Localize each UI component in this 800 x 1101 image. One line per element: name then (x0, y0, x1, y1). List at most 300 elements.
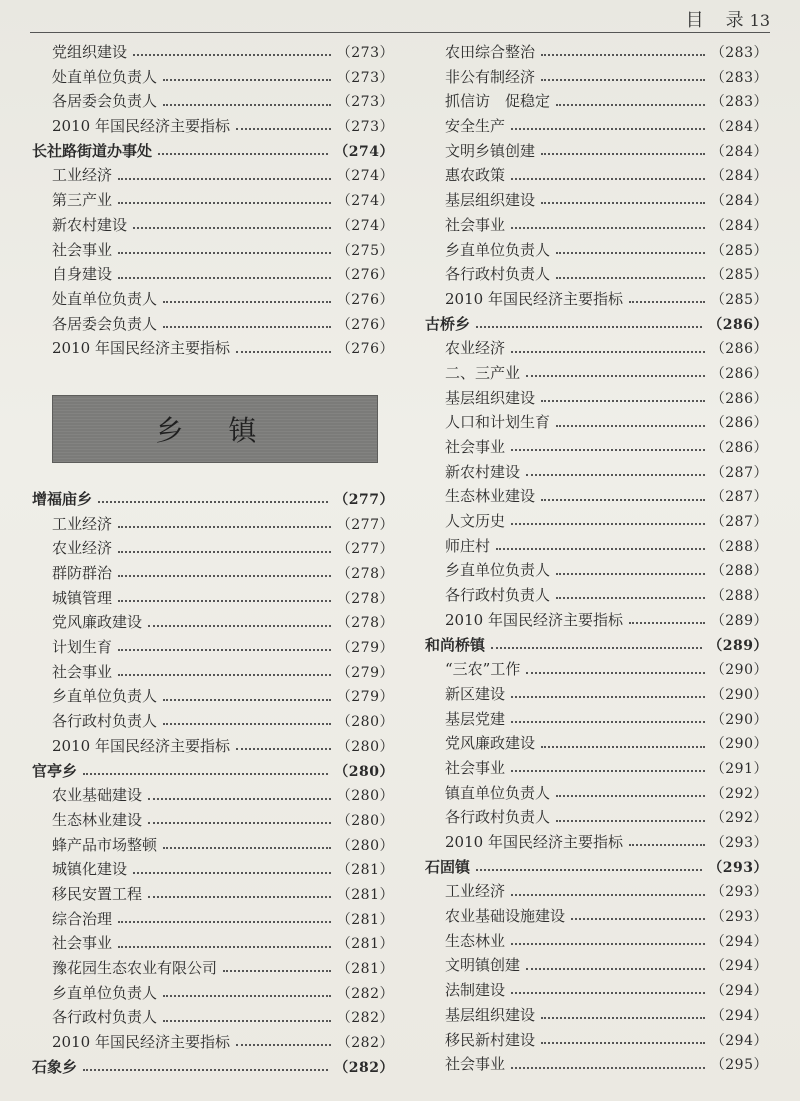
toc-entry-page: （276） (336, 291, 394, 308)
header-page-number: 13 (749, 11, 770, 30)
toc-entry (32, 586, 394, 611)
dot-leader (629, 844, 705, 846)
toc-entry-page: （290） (710, 686, 768, 703)
dot-leader (491, 647, 702, 649)
dot-leader (541, 202, 705, 204)
toc-column-left (32, 40, 394, 1079)
toc-entry-title: 新区建设 (445, 684, 506, 703)
dot-leader (511, 351, 705, 353)
toc-entry-page: （273） (336, 45, 394, 61)
dot-leader (541, 54, 705, 56)
toc-entry (425, 953, 768, 978)
toc-entry-page: （287） (710, 514, 768, 531)
toc-entry-title: 二、三产业 (445, 363, 521, 382)
toc-entry (425, 40, 768, 65)
dot-leader (556, 597, 705, 599)
toc-entry (32, 188, 394, 213)
dot-leader (118, 674, 331, 676)
toc-entry-page: （294） (710, 958, 768, 975)
toc-heading-entry (425, 312, 768, 337)
toc-entry-page: （273） (336, 94, 394, 111)
toc-entry (425, 1052, 768, 1077)
toc-entry (32, 610, 394, 635)
toc-entry-title: 官亭乡 (32, 761, 78, 780)
toc-entry-page: （279） (336, 689, 394, 706)
toc-entry-title: 工业经济 (52, 514, 113, 533)
toc-entry-title: 石象乡 (32, 1057, 78, 1076)
toc-entry-title: 惠农政策 (445, 166, 506, 185)
header-rule (30, 32, 770, 33)
dot-leader (511, 894, 705, 896)
toc-entry (425, 361, 768, 386)
toc-entry-title: 移民安置工程 (52, 884, 143, 903)
toc-entry-title: 新农村建设 (52, 215, 128, 234)
toc-entry-title: 社会事业 (445, 1055, 506, 1074)
dot-leader (541, 499, 705, 501)
toc-entry-title: 农业经济 (52, 539, 113, 558)
toc-entry-title: 社会事业 (445, 758, 506, 777)
toc-entry-title: 计划生育 (52, 638, 113, 657)
toc-entry-title: 豫花园生态农业有限公司 (52, 959, 218, 977)
toc-entry-title: 镇直单位负责人 (445, 783, 551, 802)
header-label: 目 录 (685, 10, 746, 31)
toc-entry (32, 635, 394, 660)
dot-leader (236, 351, 331, 353)
dot-leader (556, 104, 705, 106)
toc-entry-title: 师庄村 (445, 536, 491, 555)
toc-entry (32, 931, 394, 956)
toc-entry-title: 各行政村负责人 (52, 1008, 158, 1027)
toc-entry (32, 907, 394, 932)
dot-leader (148, 896, 331, 898)
toc-entry-title: 生态林业建设 (52, 810, 143, 829)
toc-entry-title: 各行政村负责人 (445, 265, 551, 284)
toc-entry-page: （286） (710, 415, 768, 432)
toc-entry-page: （288） (710, 563, 768, 580)
dot-leader (236, 1044, 331, 1046)
toc-entry-page: （280） (336, 788, 394, 805)
toc-entry (425, 287, 768, 312)
toc-entry (425, 262, 768, 287)
toc-entry-title: 2010 年国民经济主要指标 (52, 1033, 230, 1052)
toc-entry-page: （280） (336, 837, 394, 854)
toc-entry-page: （293） (710, 884, 768, 901)
toc-entry-page: （287） (710, 464, 768, 481)
dot-leader (556, 820, 705, 822)
dot-leader (629, 622, 705, 624)
toc-entry-page: （291） (710, 760, 768, 777)
toc-entry-title: 生态林业建设 (445, 487, 536, 506)
dot-leader (148, 798, 331, 800)
dot-leader (163, 79, 331, 81)
toc-entry (425, 830, 768, 855)
toc-entry-title: 党风廉政建设 (52, 613, 143, 632)
dot-leader (511, 227, 705, 229)
dot-leader (163, 699, 331, 701)
dot-leader (83, 773, 328, 775)
dot-leader (118, 575, 331, 577)
toc-entry-title: 乡直单位负责人 (445, 561, 551, 580)
toc-entry-page: （285） (710, 242, 768, 259)
toc-entry (425, 484, 768, 509)
toc-entry-title: 各行政村负责人 (445, 586, 551, 605)
toc-entry-page: （281） (336, 961, 394, 977)
dot-leader (526, 672, 704, 674)
dot-leader (163, 1020, 331, 1022)
toc-entry-title: 2010 年国民经济主要指标 (52, 736, 230, 755)
toc-entry-page: （294） (710, 983, 768, 1000)
dot-leader (541, 746, 705, 748)
toc-entry (425, 509, 768, 534)
dot-leader (556, 252, 705, 254)
toc-heading-entry (32, 487, 394, 512)
dot-leader (163, 104, 331, 106)
toc-entry-page: （293） (710, 835, 768, 851)
toc-entry (32, 1005, 394, 1030)
toc-entry-page: （276） (336, 267, 394, 284)
toc-entry-title: “三农”工作 (445, 660, 521, 679)
toc-entry-page: （288） (710, 538, 768, 555)
toc-entry (425, 114, 768, 139)
toc-entry-title: 增福庙乡 (32, 489, 93, 508)
dot-leader (541, 1017, 705, 1019)
toc-entry (425, 89, 768, 114)
toc-entry-page: （289） (710, 612, 768, 629)
toc-entry (32, 882, 394, 907)
toc-entry (32, 808, 394, 833)
dot-leader (511, 696, 705, 698)
toc-entry (425, 707, 768, 732)
toc-entry-title: 2010 年国民经济主要指标 (52, 117, 230, 136)
dot-leader (511, 721, 705, 723)
dot-leader (118, 526, 331, 528)
toc-entry-page: （277） (336, 516, 394, 533)
section-title: 乡 镇 (155, 413, 275, 447)
toc-entry-title: 蜂产品市场整顿 (52, 835, 158, 854)
dot-leader (511, 523, 705, 525)
toc-entry-page: （282） (336, 1035, 394, 1052)
toc-entry (32, 857, 394, 882)
toc-entry-page: （295） (710, 1057, 768, 1074)
toc-entry (425, 657, 768, 682)
toc-entry-title: 党组织建设 (52, 43, 128, 61)
dot-leader (148, 822, 331, 824)
toc-entry-title: 群防群治 (52, 564, 113, 582)
dot-leader (511, 128, 705, 130)
toc-entry (425, 583, 768, 608)
toc-entry (425, 1003, 768, 1028)
toc-entry-title: 2010 年国民经济主要指标 (445, 610, 623, 629)
toc-entry-page: （281） (336, 862, 394, 879)
toc-entry-page: （286） (710, 341, 768, 358)
toc-entry (32, 238, 394, 263)
toc-entry-title: 人口和计划生育 (445, 413, 551, 432)
dot-leader (163, 301, 331, 303)
dot-leader (223, 970, 331, 972)
dot-leader (556, 425, 705, 427)
toc-heading-entry (425, 855, 768, 880)
toc-entry-page: （292） (710, 785, 768, 802)
toc-entry (32, 287, 394, 312)
toc-entry-page: （276） (336, 341, 394, 358)
toc-entry-page: （282） (334, 1059, 394, 1076)
dot-leader (511, 992, 705, 994)
toc-entry-page: （290） (710, 736, 768, 753)
toc-entry (425, 410, 768, 435)
toc-entry-page: （277） (336, 541, 394, 558)
toc-entry-title: 移民新村建设 (445, 1030, 536, 1049)
toc-entry-page: （294） (710, 1032, 768, 1049)
toc-entry-page: （293） (708, 859, 768, 876)
toc-entry (32, 40, 394, 65)
toc-entry-page: （286） (710, 390, 768, 407)
toc-entry-title: 基层组织建设 (445, 191, 536, 210)
toc-entry (425, 213, 768, 238)
toc-entry-page: （283） (710, 94, 768, 111)
toc-entry-page: （282） (336, 985, 394, 1002)
toc-entry-title: 2010 年国民经济主要指标 (445, 289, 623, 308)
toc-entry-title: 安全生产 (445, 117, 506, 136)
toc-entry-page: （284） (710, 119, 768, 136)
toc-entry (425, 139, 768, 164)
toc-entry-page: （274） (336, 168, 394, 185)
toc-entry-title: 人文历史 (445, 512, 506, 531)
toc-entry (425, 163, 768, 188)
toc-entry-title: 农业基础建设 (52, 786, 143, 805)
toc-entry-title: 社会事业 (52, 662, 113, 681)
dot-leader (98, 501, 328, 503)
toc-entry-page: （280） (336, 812, 394, 829)
toc-entry-title: 党风廉政建设 (445, 734, 536, 753)
toc-entry-page: （294） (710, 1007, 768, 1024)
toc-entry-page: （287） (710, 489, 768, 506)
toc-entry (32, 561, 394, 586)
dot-leader (163, 995, 331, 997)
toc-entry-title: 第三产业 (52, 191, 113, 210)
toc-entry (32, 1030, 394, 1055)
toc-entry-title: 城镇化建设 (52, 860, 128, 879)
dot-leader (118, 600, 331, 602)
toc-entry (425, 1028, 768, 1053)
toc-entry-page: （278） (336, 566, 394, 582)
toc-entry-page: （288） (710, 588, 768, 605)
toc-entry-page: （289） (708, 637, 768, 654)
toc-entry (425, 336, 768, 361)
dot-leader (148, 625, 331, 627)
toc-entry (425, 558, 768, 583)
dot-leader (511, 1067, 705, 1069)
toc-entry-title: 工业经济 (52, 166, 113, 185)
toc-entry-title: 社会事业 (52, 240, 113, 259)
toc-entry (32, 956, 394, 981)
toc-entry (32, 89, 394, 114)
toc-entry-page: （274） (336, 193, 394, 210)
toc-entry-title: 各居委会负责人 (52, 314, 158, 333)
toc-entry-page: （284） (710, 143, 768, 160)
toc-entry-page: （282） (336, 1010, 394, 1027)
toc-entry-page: （273） (336, 69, 394, 86)
toc-entry (32, 65, 394, 90)
toc-entry-page: （280） (336, 738, 394, 755)
toc-entry-page: （283） (710, 69, 768, 86)
toc-entry-title: 2010 年国民经济主要指标 (445, 833, 623, 851)
toc-entry (32, 709, 394, 734)
toc-entry (425, 65, 768, 90)
toc-entry-title: 各居委会负责人 (52, 92, 158, 111)
toc-entry-page: （284） (710, 217, 768, 234)
toc-entry-title: 农业基础设施建设 (445, 907, 566, 926)
toc-entry-title: 农田综合整治 (445, 43, 536, 61)
toc-entry-page: （293） (710, 909, 768, 926)
toc-list-left-bottom (32, 487, 394, 1080)
toc-entry-title: 石固镇 (425, 857, 471, 876)
toc-entry (425, 682, 768, 707)
toc-entry-title: 各行政村负责人 (52, 712, 158, 731)
toc-entry-page: （284） (710, 168, 768, 185)
toc-entry-page: （284） (710, 193, 768, 210)
toc-entry-title: 法制建设 (445, 981, 506, 1000)
toc-entry-page: （286） (708, 316, 768, 333)
dot-leader (541, 400, 705, 402)
dot-leader (158, 153, 328, 155)
toc-entry-page: （292） (710, 810, 768, 827)
dot-leader (511, 449, 705, 451)
toc-entry-page: （285） (710, 267, 768, 284)
dot-leader (118, 649, 331, 651)
toc-entry-page: （286） (710, 440, 768, 456)
toc-entry (425, 978, 768, 1003)
toc-entry (32, 213, 394, 238)
dot-leader (163, 723, 331, 725)
dot-leader (163, 326, 331, 328)
dot-leader (511, 943, 705, 945)
toc-entry-title: 自身建设 (52, 265, 113, 284)
toc-entry (32, 114, 394, 139)
dot-leader (541, 153, 705, 155)
dot-leader (526, 474, 705, 476)
toc-entry (425, 188, 768, 213)
toc-entry-page: （290） (710, 662, 768, 679)
toc-entry-title: 非公有制经济 (445, 67, 536, 86)
toc-entry (425, 386, 768, 411)
toc-entry (32, 660, 394, 685)
toc-entry (32, 163, 394, 188)
dot-leader (526, 968, 705, 970)
toc-entry-page: （274） (336, 217, 394, 234)
toc-entry (425, 929, 768, 954)
dot-leader (236, 748, 331, 750)
toc-entry-page: （273） (336, 119, 394, 136)
dot-leader (118, 946, 331, 948)
toc-entry-page: （275） (336, 242, 394, 259)
toc-entry-title: 乡直单位负责人 (52, 983, 158, 1002)
dot-leader (118, 921, 331, 923)
toc-entry (425, 781, 768, 806)
toc-entry-page: （281） (336, 886, 394, 903)
toc-entry-title: 农业经济 (445, 339, 506, 358)
toc-entry-title: 各行政村负责人 (445, 808, 551, 827)
toc-entry-title: 乡直单位负责人 (445, 240, 551, 259)
toc-entry (425, 435, 768, 460)
toc-entry-page: （281） (336, 936, 394, 953)
toc-entry-page: （276） (336, 316, 394, 333)
toc-entry-page: （285） (710, 291, 768, 308)
toc-entry-title: 古桥乡 (425, 314, 471, 333)
toc-entry-title: 社会事业 (445, 438, 506, 456)
toc-entry-title: 长社路街道办事处 (32, 141, 153, 160)
toc-entry-title: 城镇管理 (52, 588, 113, 607)
toc-entry-page: （278） (336, 590, 394, 607)
toc-entry-title: 2010 年国民经济主要指标 (52, 339, 230, 358)
toc-entry (32, 981, 394, 1006)
toc-entry (425, 805, 768, 830)
running-header (686, 6, 770, 32)
toc-entry (425, 460, 768, 485)
toc-entry-page: （294） (710, 933, 768, 950)
toc-list-left-top (32, 40, 394, 361)
dot-leader (511, 770, 705, 772)
dot-leader (556, 795, 705, 797)
toc-entry-page: （286） (710, 365, 768, 382)
toc-entry (425, 756, 768, 781)
toc-entry (32, 684, 394, 709)
toc-entry (32, 734, 394, 759)
toc-heading-entry (32, 139, 394, 164)
toc-entry-title: 处直单位负责人 (52, 289, 158, 308)
dot-leader (496, 548, 705, 550)
toc-list-right (425, 40, 768, 1077)
toc-entry (32, 783, 394, 808)
toc-entry-title: 工业经济 (445, 882, 506, 901)
toc-entry-page: （280） (334, 763, 394, 780)
toc-entry-page: （278） (336, 615, 394, 632)
toc-entry-title: 抓信访 促稳定 (445, 92, 551, 111)
toc-entry-page: （274） (334, 143, 394, 160)
toc-entry (32, 833, 394, 858)
toc-entry-title: 基层党建 (445, 709, 506, 728)
dot-leader (476, 869, 702, 871)
toc-entry (32, 312, 394, 337)
dot-leader (118, 202, 331, 204)
toc-entry (32, 512, 394, 537)
dot-leader (118, 252, 331, 254)
dot-leader (83, 1069, 328, 1071)
dot-leader (133, 227, 331, 229)
toc-entry (425, 879, 768, 904)
dot-leader (541, 79, 705, 81)
dot-leader (163, 847, 331, 849)
dot-leader (556, 277, 705, 279)
toc-entry-page: （279） (336, 664, 394, 681)
toc-column-right (425, 40, 768, 1077)
dot-leader (133, 54, 331, 56)
toc-entry-title: 文明乡镇创建 (445, 141, 536, 160)
dot-leader (236, 128, 331, 130)
toc-entry (32, 536, 394, 561)
toc-entry-page: （280） (336, 714, 394, 731)
toc-heading-entry (32, 1055, 394, 1080)
toc-entry-title: 和尚桥镇 (425, 635, 486, 654)
toc-entry (32, 262, 394, 287)
toc-entry (425, 904, 768, 929)
toc-entry-title: 乡直单位负责人 (52, 687, 158, 706)
dot-leader (511, 178, 705, 180)
dot-leader (541, 1042, 705, 1044)
toc-entry-title: 文明镇创建 (445, 956, 521, 975)
toc-entry (425, 238, 768, 263)
toc-entry-title: 基层组织建设 (445, 1005, 536, 1024)
toc-entry (425, 534, 768, 559)
